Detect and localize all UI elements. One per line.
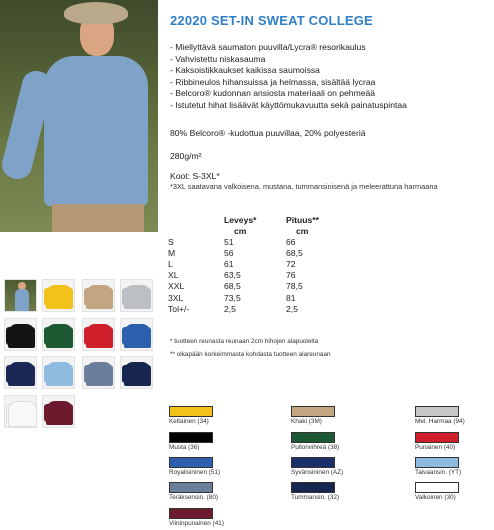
size-table-units [168,225,346,236]
swatch-box [169,406,213,417]
size-cell: 3XL [168,292,184,303]
swatch-box [415,406,459,417]
table-row [168,303,346,314]
color-thumbnail-khaki[interactable] [82,279,115,312]
length-cell: 76 [286,270,296,281]
swatch-label: Keltainen (34) [169,418,209,425]
swatch-label: Tummansin. (32) [291,494,340,501]
color-thumbnail-photo[interactable] [4,279,37,312]
photo-hat [64,2,128,24]
swatch-label: Khaki (3M) [291,418,322,425]
sizes-note: *3XL saatavana valkoisena, mustana, tummansinisenä ja meleerattuna harmaana [170,182,438,191]
color-thumbnail-navy[interactable] [4,356,37,389]
width-cell: 51 [224,236,234,247]
feature-item: - Kaksoistikkaukset kaikissa saumoissa [170,65,320,76]
length-cell: 2,5 [286,303,298,314]
color-swatch-6[interactable] [415,432,494,451]
swatch-box [169,432,213,443]
feature-item: - Istutetut hihat lisäävät käyttömukavuutta sekä painatuspintaa [170,99,407,110]
swatch-label: Valkoinen (30) [415,494,456,501]
feature-item: - Vahvistettu niskasauma [170,53,266,64]
swatch-box [169,508,213,519]
unit-cell: cm [234,225,247,236]
width-cell: 56 [224,247,234,258]
color-swatch-7[interactable] [169,457,249,476]
color-swatch-9[interactable] [415,457,494,476]
size-cell: XL [168,270,179,281]
width-cell: 73,5 [224,292,241,303]
swatch-label: Musta (36) [169,444,200,451]
color-thumbnail-red[interactable] [82,318,115,351]
feature-item: - Ribbineulos hihansuissa ja helmassa, sisältää lycraa [170,76,376,87]
width-cell: 68,5 [224,281,241,292]
swatch-box [291,432,335,443]
table-row [168,270,346,281]
swatch-box [415,457,459,468]
size-cell: L [168,258,173,269]
swatch-label: Royalisininen (51) [169,469,221,476]
length-cell: 66 [286,236,296,247]
size-cell: XXL [168,281,185,292]
size-cell: S [168,236,174,247]
product-title: 22020 SET-IN SWEAT COLLEGE [170,13,373,28]
header-cell: Pituus** [286,214,319,225]
color-swatch-1[interactable] [169,406,249,425]
color-swatch-5[interactable] [291,432,371,451]
width-cell: 63,5 [224,270,241,281]
table-row [168,236,346,247]
swatch-box [415,432,459,443]
swatch-label: Punainen (40) [415,444,456,451]
table-row [168,247,346,258]
color-thumbnail-yellow[interactable] [42,279,75,312]
feature-item: - Belcoro® kudonnan ansiosta materiaali on pehmeää [170,88,376,99]
color-swatch-13[interactable] [169,508,249,527]
swatch-box [291,406,335,417]
table-row [168,258,346,269]
color-swatch-11[interactable] [291,482,371,501]
swatch-label: Taivaansin. (YT) [415,469,462,476]
swatch-box [291,457,335,468]
color-swatch-4[interactable] [169,432,249,451]
size-note-width: * tuotteen reunasta reunaan 2cm hihojen alapuolelta [170,338,319,345]
table-row [168,281,346,292]
size-note-length: ** olkapään korkeimmasta kohdasta tuotteen alareunaan [170,351,331,358]
feature-list [170,42,407,112]
swatch-label: Mel. Harmaa (94) [415,418,465,425]
length-cell: 78,5 [286,281,303,292]
color-thumbnail-black[interactable] [4,318,37,351]
color-thumbnail-light-grey[interactable] [120,279,153,312]
swatch-box [291,482,335,493]
swatch-label: Viininpunainen (41) [169,520,224,527]
swatch-label: Teräksensin. (80) [169,494,219,501]
color-swatch-8[interactable] [291,457,371,476]
product-photo [0,0,158,232]
swatch-box [415,482,459,493]
length-cell: 72 [286,258,296,269]
length-cell: 81 [286,292,296,303]
feature-item: - Miellyttävä saumaton puuvilla/Lycra® resorikaulus [170,42,366,52]
color-thumbnail-sky-blue[interactable] [42,356,75,389]
weight-text: 280g/m² [170,151,202,161]
material-text: 80% Belcoro® -kudottua puuvillaa, 20% polyesteriä [170,128,366,138]
table-row [168,292,346,303]
color-thumbnail-dark-navy[interactable] [120,356,153,389]
color-thumbnail-royal-blue[interactable] [120,318,153,351]
color-swatch-2[interactable] [291,406,371,425]
size-cell: Tol+/- [168,303,190,314]
swatch-label: Syvänsininen (AZ) [291,469,344,476]
size-cell: M [168,247,176,258]
width-cell: 2,5 [224,303,236,314]
color-thumbnail-burgundy[interactable] [42,395,75,428]
length-cell: 68,5 [286,247,303,258]
photo-sweatshirt [44,56,148,206]
width-cell: 61 [224,258,234,269]
size-table [168,214,346,314]
swatch-label: Pullonvihreä (38) [291,444,340,451]
color-swatch-3[interactable] [415,406,494,425]
sizes-label: Koot: S-3XL* [170,171,220,181]
header-cell: Leveys* [224,214,257,225]
size-table-header [168,214,346,225]
photo-pants [52,204,144,232]
color-thumbnail-steel-blue[interactable] [82,356,115,389]
swatch-box [169,457,213,468]
unit-cell [168,225,224,236]
header-cell [168,214,224,225]
unit-cell: cm [296,225,309,236]
color-thumbnail-bottle-green[interactable] [42,318,75,351]
color-thumbnail-white[interactable] [4,395,37,428]
color-swatch-12[interactable] [415,482,494,501]
swatch-box [169,482,213,493]
color-swatch-10[interactable] [169,482,249,501]
